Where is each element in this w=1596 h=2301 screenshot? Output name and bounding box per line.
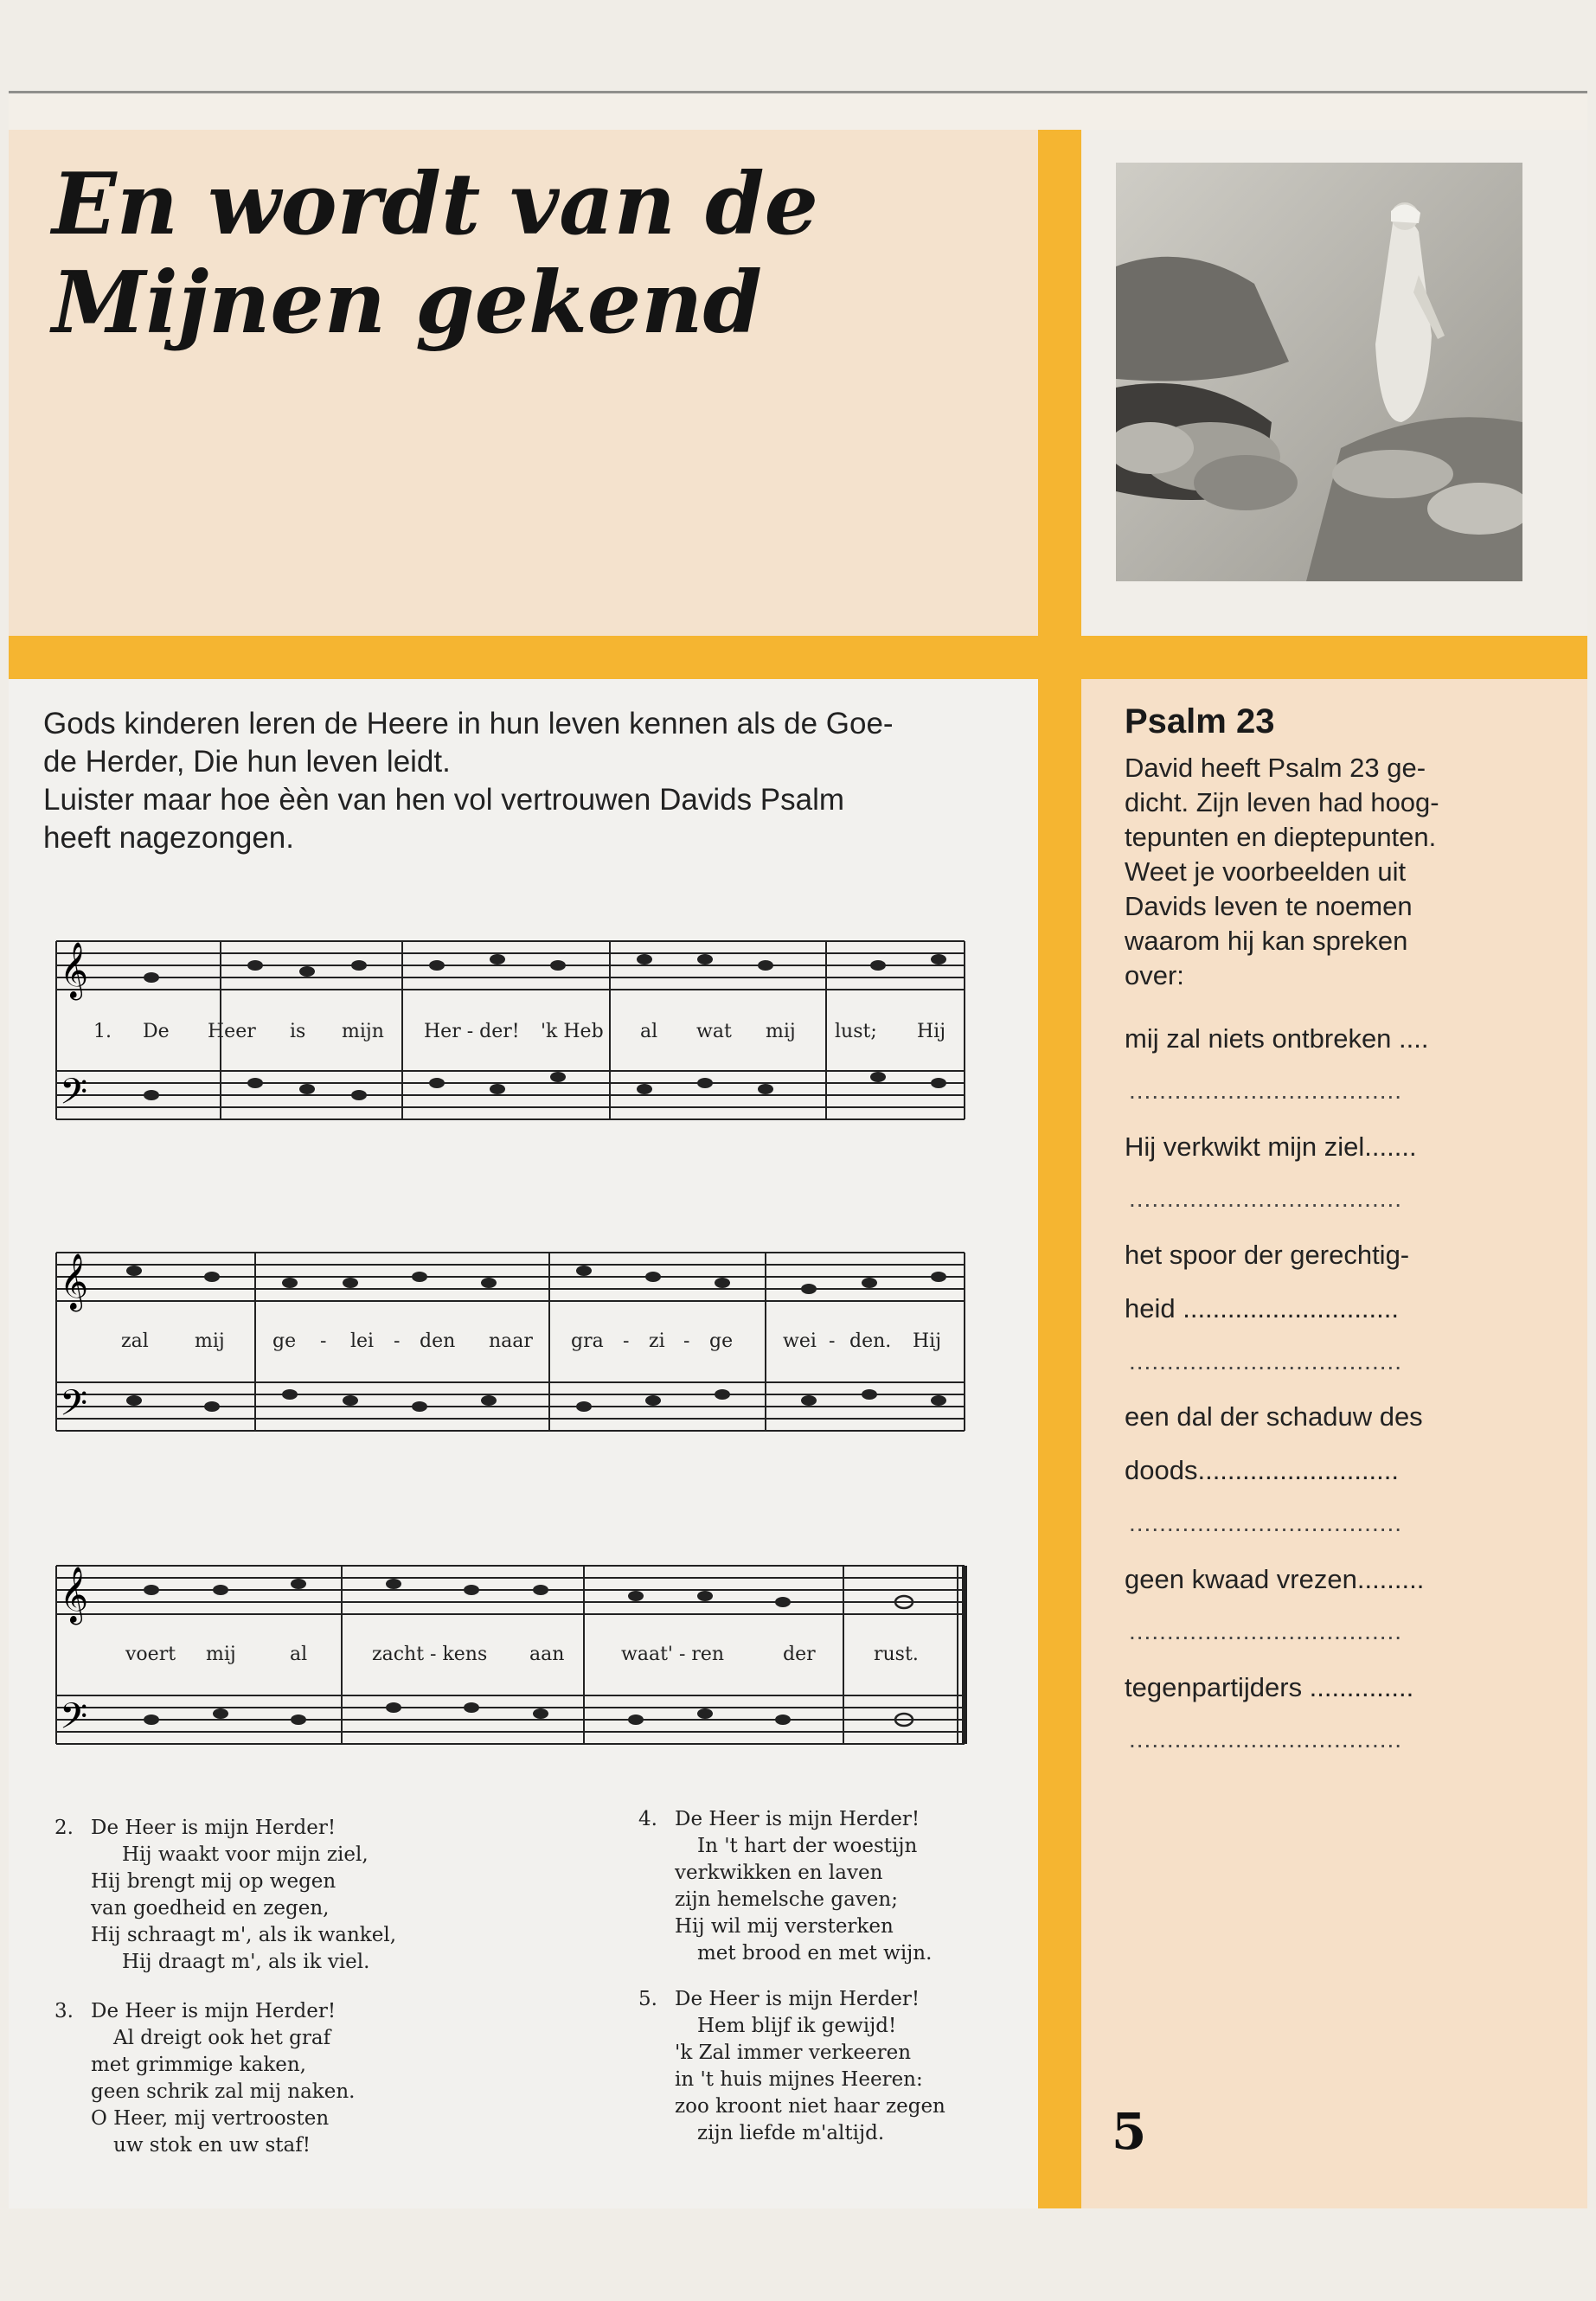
psalm-text-line: over: (1125, 960, 1184, 990)
verse-number: 2. (54, 1817, 74, 1839)
answer-line[interactable]: .................................... (1129, 1348, 1403, 1375)
treble-clef-icon: 𝄞 (60, 1567, 89, 1623)
verse-line: De Heer is mijn Herder! (675, 1808, 920, 1830)
psalm-heading: Psalm 23 (1125, 702, 1275, 740)
lyric-word: is (290, 1021, 306, 1042)
lyric-word: 'k Heb (541, 1021, 604, 1042)
prompt-gerechtigheid-2: heid ............................. (1125, 1293, 1399, 1324)
intro-line-3: Luister maar hoe èèn van hen vol vertrouwen Davids Psalm (43, 783, 845, 817)
lyric-word: lust; (835, 1021, 877, 1042)
lyric-word: lei (350, 1330, 375, 1352)
verse-number: 4. (638, 1808, 657, 1830)
lyric-word: waat' - ren (621, 1644, 725, 1665)
lyric-word: der (783, 1644, 816, 1665)
verse-line: met grimmige kaken, (91, 2054, 306, 2076)
prompt-kwaad: geen kwaad vrezen......... (1125, 1564, 1425, 1594)
verse-line: met brood en met wijn. (697, 1942, 933, 1965)
title-line-1: En wordt van de (52, 155, 819, 254)
intro-paragraph (43, 705, 960, 857)
lyric-word: - (394, 1330, 401, 1352)
answer-line[interactable]: .................................... (1129, 1618, 1403, 1644)
bass-clef-icon: 𝄢 (60, 1071, 88, 1121)
lyric-word: den. (849, 1330, 892, 1352)
verse-line: uw stok en uw staf! (113, 2134, 311, 2157)
verse-line: Hij schraagt m', als ik wankel, (91, 1924, 397, 1946)
verse-line: van goedheid en zegen, (91, 1897, 330, 1920)
verse-line: O Heer, mij vertroosten (91, 2107, 330, 2130)
answer-line[interactable]: .................................... (1129, 1726, 1403, 1753)
lyric-word: al (290, 1644, 308, 1665)
lyric-word: Her - der! (424, 1021, 520, 1042)
shepherd-with-sheep-photo (1116, 163, 1522, 581)
lyric-word: wei (783, 1330, 817, 1352)
intro-line-2: de Herder, Die hun leven leidt. (43, 745, 451, 779)
verse-line: Hij wil mij versterken (675, 1915, 894, 1938)
lyric-word: zacht - kens (372, 1644, 488, 1665)
lyric-word: aan (529, 1644, 565, 1665)
lyric-word: voert (125, 1644, 176, 1665)
verse-line: Hij brengt mij op wegen (91, 1870, 337, 1893)
treble-clef-icon: 𝄞 (60, 1253, 89, 1310)
page-title (52, 156, 818, 353)
lyric-word: zi (649, 1330, 665, 1352)
psalm-text-line: tepunten en dieptepunten. (1125, 822, 1437, 852)
lyric-word: - (683, 1330, 690, 1352)
score-system-3 (48, 1550, 969, 1775)
treble-clef-icon: 𝄞 (60, 942, 89, 998)
verse-2 (54, 1815, 397, 1976)
verse-line: In 't hart der woestijn (697, 1835, 918, 1857)
intro-line-4: heeft nagezongen. (43, 821, 294, 855)
lyric-word: al (640, 1021, 658, 1042)
lyric-word: - (623, 1330, 630, 1352)
lyric-word: naar (489, 1330, 533, 1352)
psalm-text (1125, 751, 1514, 993)
prompt-gerechtigheid-1: het spoor der gerechtig- (1125, 1240, 1410, 1270)
verse-number: 5. (638, 1988, 657, 2010)
verse-line: in 't huis mijnes Heeren: (675, 2068, 923, 2091)
prompt-schaduw-1: een dal der schaduw des (1125, 1401, 1423, 1432)
psalm-text-line: David heeft Psalm 23 ge- (1125, 753, 1426, 783)
intro-line-1: Gods kinderen leren de Heere in hun leven kennen als de Goe- (43, 707, 894, 740)
verse-line: geen schrik zal mij naken. (91, 2080, 356, 2103)
answer-line[interactable]: .................................... (1129, 1077, 1403, 1104)
prompt-schaduw-2: doods........................... (1125, 1455, 1400, 1485)
title-line-2: Mijnen gekend (52, 253, 763, 353)
horizontal-accent-band (9, 636, 1587, 679)
lyric-word: den (420, 1330, 456, 1352)
verse-line: Hij draagt m', als ik viel. (122, 1951, 370, 1973)
bass-clef-icon: 𝄢 (60, 1382, 88, 1433)
lyric-word: Hij (917, 1021, 946, 1042)
psalm-text-line: waarom hij kan spreken (1125, 926, 1408, 956)
prompt-tegenpartijders: tegenpartijders .............. (1125, 1672, 1414, 1702)
verse-line: zoo kroont niet haar zegen (675, 2095, 945, 2118)
lyric-word: ge (272, 1330, 297, 1352)
verse-line: Al dreigt ook het graf (113, 2027, 331, 2049)
prompt-ontbreken: mij zal niets ontbreken .... (1125, 1023, 1429, 1054)
answer-line[interactable]: .................................... (1129, 1509, 1403, 1536)
verse-3 (54, 1998, 356, 2159)
verse-line: verkwikken en laven (675, 1862, 883, 1884)
psalm-text-line: Weet je voorbeelden uit (1125, 856, 1407, 887)
psalm-text-line: dicht. Zijn leven had hoog- (1125, 787, 1439, 817)
psalm-text-line: Davids leven te noemen (1125, 891, 1413, 921)
lyric-word: wat (696, 1021, 732, 1042)
lyric-word: - (320, 1330, 327, 1352)
lyric-word: 1. (93, 1021, 112, 1042)
verse-line: Hem blijf ik gewijd! (697, 2015, 897, 2037)
verse-line: Hij waakt voor mijn ziel, (122, 1843, 369, 1866)
prompt-verkwikt: Hij verkwikt mijn ziel....... (1125, 1131, 1417, 1162)
lyric-word: Heer (208, 1021, 256, 1042)
lyric-word: De (143, 1021, 170, 1042)
lyric-word: mij (206, 1644, 236, 1665)
lyric-word: Hij (913, 1330, 942, 1352)
page-number: 5 (1112, 2102, 1147, 2161)
bass-clef-icon: 𝄢 (60, 1695, 88, 1746)
lyric-word: zal (121, 1330, 149, 1352)
answer-line[interactable]: .................................... (1129, 1185, 1403, 1212)
verse-line: 'k Zal immer verkeeren (675, 2041, 912, 2064)
lyric-word: rust. (874, 1644, 919, 1665)
lyric-word: mijn (342, 1021, 384, 1042)
vertical-accent-band (1038, 130, 1081, 2208)
verse-4 (638, 1806, 933, 1967)
lyric-word: gra (571, 1330, 604, 1352)
verse-line: De Heer is mijn Herder! (675, 1988, 920, 2010)
verse-line: zijn hemelsche gaven; (675, 1888, 898, 1911)
lyric-word: mij (766, 1021, 796, 1042)
lyric-word: ge (709, 1330, 734, 1352)
verse-line: De Heer is mijn Herder! (91, 2000, 337, 2022)
lyric-word: - (829, 1330, 836, 1352)
verse-line: zijn liefde m'altijd. (697, 2122, 885, 2144)
verse-5 (638, 1986, 945, 2147)
lyric-word: mij (195, 1330, 225, 1352)
verse-number: 3. (54, 2000, 74, 2022)
verse-line: De Heer is mijn Herder! (91, 1817, 337, 1839)
